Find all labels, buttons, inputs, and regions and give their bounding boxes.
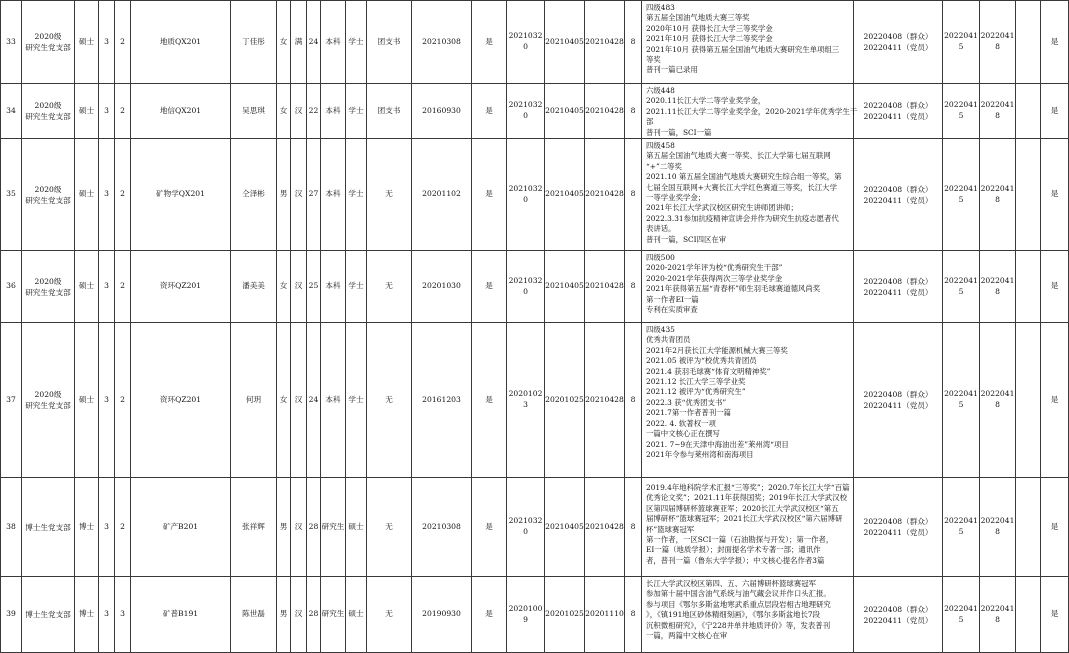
note-line: 参与项目《鄂尔多斯盆地寒武系重点层段岩相古地理研究 [646,599,831,609]
cell-name: 何玥 [231,323,277,478]
cell-league-date: 20190930 [412,577,472,653]
cell-approval [854,84,943,139]
note-line: 表讲话。 [646,224,676,234]
approval-line: 20220411（党员） [863,401,933,411]
cell-flag: 是 [472,577,507,653]
note-line: 专利在实质审查 [646,305,698,315]
note-line: 2021. 7~9在天津中海油出差”莱州湾“项目 [646,439,789,449]
cell-approval [854,577,943,653]
cell-no: 38 [1,478,22,577]
approval-line: 20220408（群众） [863,32,933,41]
cell-position: 无 [367,251,412,323]
cell-gender: 女 [277,323,291,478]
cell-no: 35 [1,139,22,251]
cell-date-4: 20220415 [943,323,980,478]
branch-line: 2020级 [34,390,62,400]
cell-date-1: 20210320 [507,139,545,251]
cell-degree-held: 硕士 [346,478,367,577]
table-row [1,251,1069,323]
cell-flag: 是 [472,84,507,139]
cell-date-5: 20220418 [980,577,1016,653]
cell-education: 研究生 [321,577,346,653]
cell-degree-held: 学士 [346,84,367,139]
cell-approval [854,1,943,84]
note-line: 》，《镇191地区砂体精细刻画》，《鄂尔多斯盆地长7段 [646,610,820,620]
note-line: 六级448 [646,86,675,95]
note-line: 优秀论文奖”；2021.11年获得国奖；2019年长江大学武汉校 [646,493,847,503]
cell-n1: 3 [99,1,115,84]
cell-date-2: 20210405 [545,478,585,577]
cell-hours: 8 [625,323,642,478]
note-line: 2021年获得第五届“青春杯”师生羽毛球赛道德风尚奖 [646,284,821,294]
note-line: 2021年10月 获得第五届全国油气地质大赛研究生单项组三 [646,44,840,54]
cell-n1: 3 [99,251,115,323]
approval-line: 20220411（党员） [863,195,933,205]
cell-flag: 是 [472,251,507,323]
cell-date-1: 20201023 [507,323,545,478]
note-line: 2021.12 长江大学三等学业奖 [646,377,746,387]
cell-blank [1016,84,1041,139]
cell-notes [642,251,854,323]
cell-final: 是 [1041,323,1069,478]
note-line: 2020.11长江大学二等学业奖学金， [646,96,766,106]
note-line: 2020年10月 获得长江大学三等奖学金 [646,23,773,33]
cell-class: 矿物学QX201 [131,139,231,251]
approval-line: 20220408（群众） [863,184,933,194]
cell-class: 地信QX201 [131,84,231,139]
cell-date-5: 20220418 [980,478,1016,577]
note-line: 第一作者EI一篇 [646,294,699,304]
cell-blank [1016,577,1041,653]
cell-approval [854,323,943,478]
cell-date-3: 20210428 [585,478,625,577]
approval-line: 20220411（党员） [863,287,933,297]
cell-degree-held: 学士 [346,1,367,84]
cell-branch [22,478,75,577]
cell-date-2: 20210405 [545,139,585,251]
cell-position: 团支书 [367,1,412,84]
cell-ethnicity: 满 [291,1,307,84]
table-row [1,139,1069,251]
note-line: “+”二等奖 [646,161,682,171]
cell-degree: 硕士 [75,84,99,139]
branch-line: 2020级 [34,184,62,194]
cell-degree-held: 学士 [346,139,367,251]
cell-class: 矿普B191 [131,577,231,653]
cell-hours: 8 [625,84,642,139]
cell-final: 是 [1041,251,1069,323]
approval-line: 20220411（党员） [863,528,933,538]
cell-degree: 硕士 [75,251,99,323]
note-line: 一等学业奖学金； [646,193,706,203]
cell-n2: 2 [115,478,131,577]
note-line: 杯”篮球赛冠军 [646,524,695,534]
cell-blank [1016,139,1041,251]
cell-education: 本科 [321,1,346,84]
cell-class: 资环QZ201 [131,323,231,478]
note-line: 七届全国互联网+大赛长江大学红色赛道三等奖，长江大学 [646,182,837,192]
cell-notes [642,323,854,478]
note-line: 2021.7第一作者普刊一篇 [646,408,731,418]
cell-degree-held: 学士 [346,251,367,323]
note-line: 一篇，两篇中文核心在审 [646,631,728,641]
approval-line: 20220411（党员） [863,112,933,122]
note-line: 2020-2021学年评为校“优秀研究生干部” [646,263,783,273]
branch-line: 研究生党支部 [25,43,71,52]
cell-hours: 8 [625,1,642,84]
cell-age: 24 [307,1,321,84]
cell-no: 36 [1,251,22,323]
cell-hours: 8 [625,577,642,653]
cell-date-1: 20210320 [507,478,545,577]
cell-position: 无 [367,139,412,251]
cell-date-3: 20201110 [585,577,625,653]
note-line: 2021年10月 获得长江大学二等奖学金 [646,34,773,44]
cell-ethnicity: 汉 [291,84,307,139]
cell-degree: 硕士 [75,139,99,251]
note-line: 2021.10 第五届全国油气地质大赛研究生综合组一等奖，第 [646,172,842,182]
cell-n2: 2 [115,84,131,139]
cell-blank [1016,323,1041,478]
note-line: 2021年长江大学武汉校区研究生讲师团讲师； [646,203,798,213]
cell-n2: 2 [115,251,131,323]
note-line: 2021.05 被评为“校优秀共青团员 [646,356,757,366]
cell-date-3: 20210428 [585,139,625,251]
cell-flag: 是 [472,139,507,251]
note-line: 优秀共青团员 [646,335,691,345]
branch-line: 2020级 [34,276,62,286]
cell-no: 37 [1,323,22,478]
approval-line: 20220408（群众） [863,604,933,614]
cell-league-date: 20210308 [412,1,472,84]
cell-hours: 8 [625,478,642,577]
cell-date-3: 20210428 [585,323,625,478]
cell-notes [642,478,854,577]
note-line: EI一篇（地质学报）；封面提名学术专著一部；通讯作 [646,545,821,555]
branch-line: 2020级 [34,101,62,111]
note-line: 普刊一篇，SCI一篇 [646,127,712,137]
cell-ethnicity: 汉 [291,323,307,478]
cell-n1: 3 [99,323,115,478]
cell-n2: 3 [115,577,131,653]
cell-date-1: 20210320 [507,84,545,139]
branch-line: 研究生党支部 [25,195,71,205]
note-line: 四级500 [646,253,675,263]
note-line: 普刊一篇已录用 [646,65,698,75]
note-line: 2022.3.31参加抗疫精神宣讲会并作为研究生抗疫志愿者代 [646,213,839,223]
cell-no: 33 [1,1,22,84]
cell-branch [22,577,75,653]
cell-date-3: 20210428 [585,251,625,323]
cell-branch [22,251,75,323]
cell-date-2: 20210405 [545,1,585,84]
branch-line: 2020级 [34,32,62,41]
cell-final: 是 [1041,84,1069,139]
approval-line: 20220411（党员） [863,615,933,625]
cell-date-5: 20220418 [980,1,1016,84]
cell-gender: 女 [277,251,291,323]
cell-class: 资环QZ201 [131,251,231,323]
cell-ethnicity: 汉 [291,139,307,251]
cell-approval [854,478,943,577]
cell-name: 丁佳彤 [231,1,277,84]
cell-hours: 8 [625,139,642,251]
note-line: 四级435 [646,325,675,335]
cell-ethnicity: 汉 [291,478,307,577]
note-line: 2021年令参与莱州湾和南海项目 [646,449,754,459]
cell-date-5: 20220418 [980,139,1016,251]
branch-line: 博士生党支部 [25,522,71,532]
cell-position: 无 [367,478,412,577]
cell-final: 是 [1041,139,1069,251]
cell-position: 无 [367,323,412,478]
cell-date-1: 20210320 [507,251,545,323]
cell-education: 研究生 [321,478,346,577]
note-line: 参加第十届中国含油气系统与油气藏会议并作口头汇报。 [646,589,831,599]
cell-name: 仝泽彬 [231,139,277,251]
cell-flag: 是 [472,323,507,478]
branch-line: 博士生党支部 [25,610,71,620]
cell-ethnicity: 汉 [291,577,307,653]
approval-line: 20220411（党员） [863,43,933,52]
cell-name: 陈世磊 [231,577,277,653]
note-line: 第一作者，一区SCI一篇（石油勘探与开发）；第一作者， [646,535,834,545]
note-line: 四级458 [646,141,675,151]
cell-date-4: 20220415 [943,577,980,653]
note-line: 2020-2021学年获得两次三等学业奖学金 [646,273,783,283]
cell-n2: 2 [115,323,131,478]
cell-date-5: 20220418 [980,84,1016,139]
approval-line: 20220408（群众） [863,101,933,111]
cell-education: 本科 [321,323,346,478]
table-row [1,1,1069,84]
cell-n2: 2 [115,1,131,84]
note-line: 2022.3 获“优秀团支书” [646,397,727,407]
cell-date-4: 20220415 [943,1,980,84]
cell-branch [22,139,75,251]
cell-name: 吴思琪 [231,84,277,139]
note-line: 2022. 4. 软著权一项 [646,418,716,428]
cell-n1: 3 [99,577,115,653]
cell-date-4: 20220415 [943,139,980,251]
approval-line: 20220408（群众） [863,390,933,400]
cell-date-4: 20220415 [943,251,980,323]
cell-flag: 是 [472,1,507,84]
cell-n1: 3 [99,84,115,139]
cell-notes [642,84,858,139]
cell-date-1: 20210320 [507,1,545,84]
table-row [1,577,1069,653]
cell-education: 本科 [321,251,346,323]
cell-age: 22 [307,84,321,139]
note-line: 长江大学武汉校区第四、五、六届博研杯篮球赛冠军 [646,579,816,589]
cell-final: 是 [1041,577,1069,653]
cell-education: 本科 [321,139,346,251]
cell-league-date: 20201102 [412,139,472,251]
cell-gender: 男 [277,139,291,251]
cell-notes [642,577,854,653]
cell-date-1: 20201009 [507,577,545,653]
cell-approval [854,139,943,251]
note-line: 四级483 [646,3,675,12]
cell-degree-held: 学士 [346,323,367,478]
note-line: 者，普刊一篇（鲁东大学学报）；中文核心提名作者3篇 [646,555,825,565]
cell-class: 矿产B201 [131,478,231,577]
cell-notes [642,1,854,84]
note-line: 2019.4年地科院学术汇报“三等奖”；2020.7年长江大学“百篇 [646,483,850,493]
cell-date-2: 20210405 [545,251,585,323]
cell-n1: 3 [99,478,115,577]
cell-hours: 8 [625,251,642,323]
note-line: 部 [646,117,654,127]
note-line: 普刊一篇，SCI四区在审 [646,234,727,244]
cell-degree: 博士 [75,478,99,577]
cell-date-2: 20210405 [545,84,585,139]
cell-gender: 女 [277,84,291,139]
branch-line: 研究生党支部 [25,287,71,297]
cell-position: 团支书 [367,84,412,139]
cell-n2: 2 [115,139,131,251]
cell-age: 27 [307,139,321,251]
cell-final: 是 [1041,1,1069,84]
cell-position: 无 [367,577,412,653]
cell-approval [854,251,943,323]
branch-line: 研究生党支部 [25,401,71,411]
cell-branch [22,323,75,478]
cell-date-5: 20220418 [980,251,1016,323]
table-row [1,323,1069,478]
cell-branch [22,84,75,139]
cell-ethnicity: 汉 [291,251,307,323]
note-line: 沉积微相研究》，《宁228井单井地质评价》等，发表普刊 [646,620,831,630]
note-line: 届博研杯”篮球赛冠军；2021长江大学武汉校区“第六届博研 [646,514,843,524]
note-line: 第五届全国油气地质大赛三等奖 [646,13,750,23]
note-line: 2021.11长江大学二等学业奖学金，2020-2021学年优秀学生干 [646,106,858,116]
note-line: 一篇中文核心正在撰写 [646,429,720,439]
cell-class: 地质QX201 [131,1,231,84]
cell-final: 是 [1041,478,1069,577]
cell-date-3: 20210428 [585,84,625,139]
cell-degree: 硕士 [75,1,99,84]
note-line: 第五届全国油气地质大赛一等奖、长江大学第七届互联网 [646,151,831,161]
cell-name: 张祥辉 [231,478,277,577]
cell-league-date: 20160930 [412,84,472,139]
branch-line: 研究生党支部 [25,112,71,122]
cell-date-3: 20210428 [585,1,625,84]
cell-date-5: 20220418 [980,323,1016,478]
table-row [1,84,1069,139]
cell-no: 39 [1,577,22,653]
approval-line: 20220408（群众） [863,517,933,527]
cell-education: 本科 [321,84,346,139]
note-line: 等奖 [646,55,661,65]
cell-age: 25 [307,251,321,323]
note-line: 区第四届博研杯篮球赛亚军；2020长江大学武汉校区“第五 [646,503,839,513]
cell-blank [1016,1,1041,84]
cell-date-4: 20220415 [943,84,980,139]
cell-blank [1016,251,1041,323]
cell-gender: 男 [277,478,291,577]
cell-degree: 博士 [75,577,99,653]
note-line: 2021.4 获羽毛球赛“体育文明精神奖” [646,366,771,376]
cell-branch [22,1,75,84]
cell-degree-held: 硕士 [346,577,367,653]
cell-date-2: 20201025 [545,323,585,478]
cell-league-date: 20201030 [412,251,472,323]
cell-league-date: 20210308 [412,478,472,577]
cell-degree: 硕士 [75,323,99,478]
cell-league-date: 20161203 [412,323,472,478]
note-line: 2021年2月获长江大学能源机械大赛三等奖 [646,345,788,355]
table-row [1,478,1069,577]
cell-flag: 是 [472,478,507,577]
cell-date-4: 20220415 [943,478,980,577]
cell-notes [642,139,854,251]
cell-gender: 男 [277,577,291,653]
cell-date-2: 20201025 [545,577,585,653]
cell-gender: 女 [277,1,291,84]
cell-age: 24 [307,323,321,478]
note-line: 2021.12 被评为“优秀研究生” [646,387,746,397]
cell-no: 34 [1,84,22,139]
cell-age: 28 [307,478,321,577]
cell-blank [1016,478,1041,577]
cell-n1: 3 [99,139,115,251]
cell-age: 28 [307,577,321,653]
approval-line: 20220408（群众） [863,276,933,286]
cell-name: 潘美美 [231,251,277,323]
